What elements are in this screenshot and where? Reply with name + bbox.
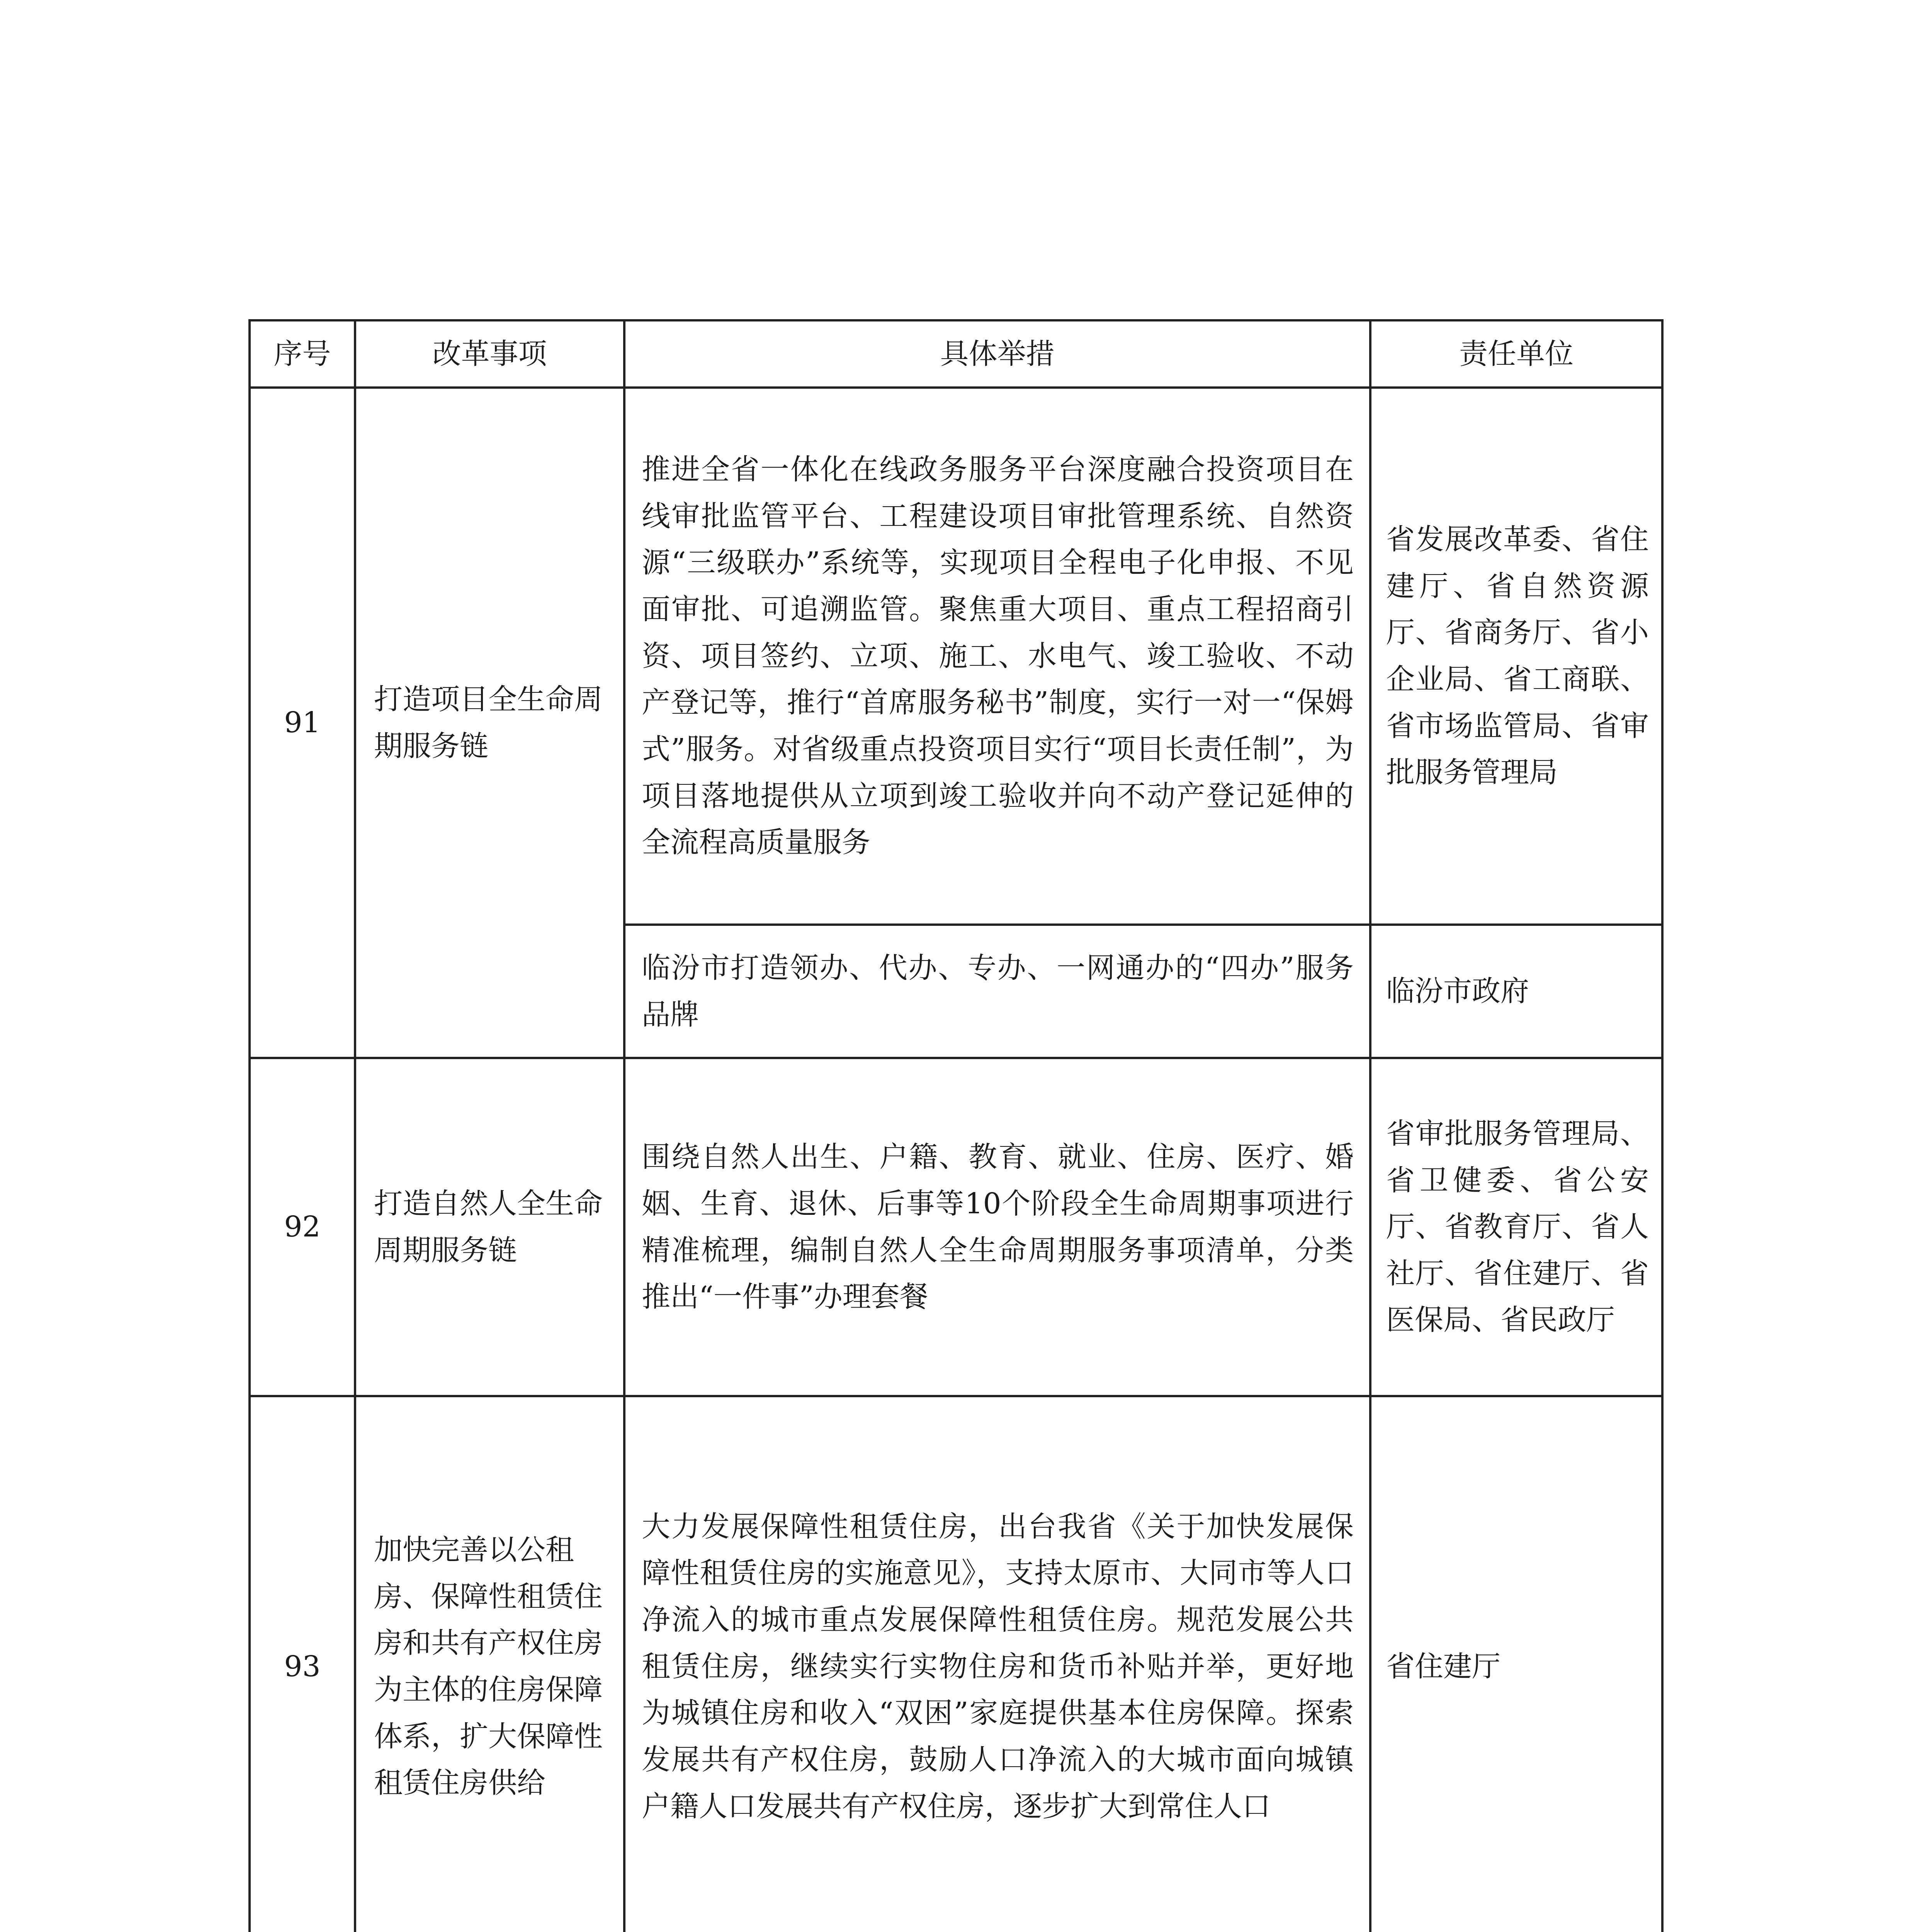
row-measure: 围绕自然人出生、户籍、教育、就业、住房、医疗、婚姻、生育、退休、后事等10个阶段全生命周期事项进行精准梳理，编制自然人全生命周期服务事项清单，分类推出“一件事”办理套餐 — [624, 1058, 1370, 1396]
row-measure: 推进全省一体化在线政务服务平台深度融合投资项目在线审批监管平台、工程建设项目审批管理系统、自然资源“三级联办”系统等，实现项目全程电子化申报、不见面审批、可追溯监管。聚焦重大项目、重点工程招商引资、项目签约、立项、施工、水电气、竣工验收、不动产登记等，推行“首席服务秘书”制度，实行一对一“保姆式”服务。对省级重点投资项目实行“项目长责任制”，为项目落地提供从立项到竣工验收并向不动产登记延伸的全流程高质量服务 — [624, 388, 1370, 925]
row-seq: 93 — [250, 1396, 355, 1932]
row-unit: 临汾市政府 — [1370, 925, 1662, 1058]
header-seq: 序号 — [250, 320, 355, 388]
row-item: 打造项目全生命周期服务链 — [355, 388, 624, 1058]
table-header-row — [250, 320, 1662, 388]
table-row — [250, 388, 1662, 925]
header-item: 改革事项 — [355, 320, 624, 388]
row-measure: 临汾市打造领办、代办、专办、一网通办的“四办”服务品牌 — [624, 925, 1370, 1058]
row-item: 打造自然人全生命周期服务链 — [355, 1058, 624, 1396]
row-item: 加快完善以公租房、保障性租赁住房和共有产权住房为主体的住房保障体系，扩大保障性租赁住房供给 — [355, 1396, 624, 1932]
row-measure: 大力发展保障性租赁住房，出台我省《关于加快发展保障性租赁住房的实施意见》，支持太原市、大同市等人口净流入的城市重点发展保障性租赁住房。规范发展公共租赁住房，继续实行实物住房和货币补贴并举，更好地为城镇住房和收入“双困”家庭提供基本住房保障。探索发展共有产权住房，鼓励人口净流入的大城市面向城镇户籍人口发展共有产权住房，逐步扩大到常住人口 — [624, 1396, 1370, 1932]
header-measure: 具体举措 — [624, 320, 1370, 388]
row-seq: 91 — [250, 388, 355, 1058]
table-row — [250, 1058, 1662, 1396]
row-unit: 省住建厅 — [1370, 1396, 1662, 1932]
row-seq: 92 — [250, 1058, 355, 1396]
table-row — [250, 1396, 1662, 1932]
row-unit: 省发展改革委、省住建厅、省自然资源厅、省商务厅、省小企业局、省工商联、省市场监管局、省审批服务管理局 — [1370, 388, 1662, 925]
reform-table — [248, 319, 1664, 1932]
row-unit: 省审批服务管理局、省卫健委、省公安厅、省教育厅、省人社厅、省住建厅、省医保局、省民政厅 — [1370, 1058, 1662, 1396]
header-unit: 责任单位 — [1370, 320, 1662, 388]
